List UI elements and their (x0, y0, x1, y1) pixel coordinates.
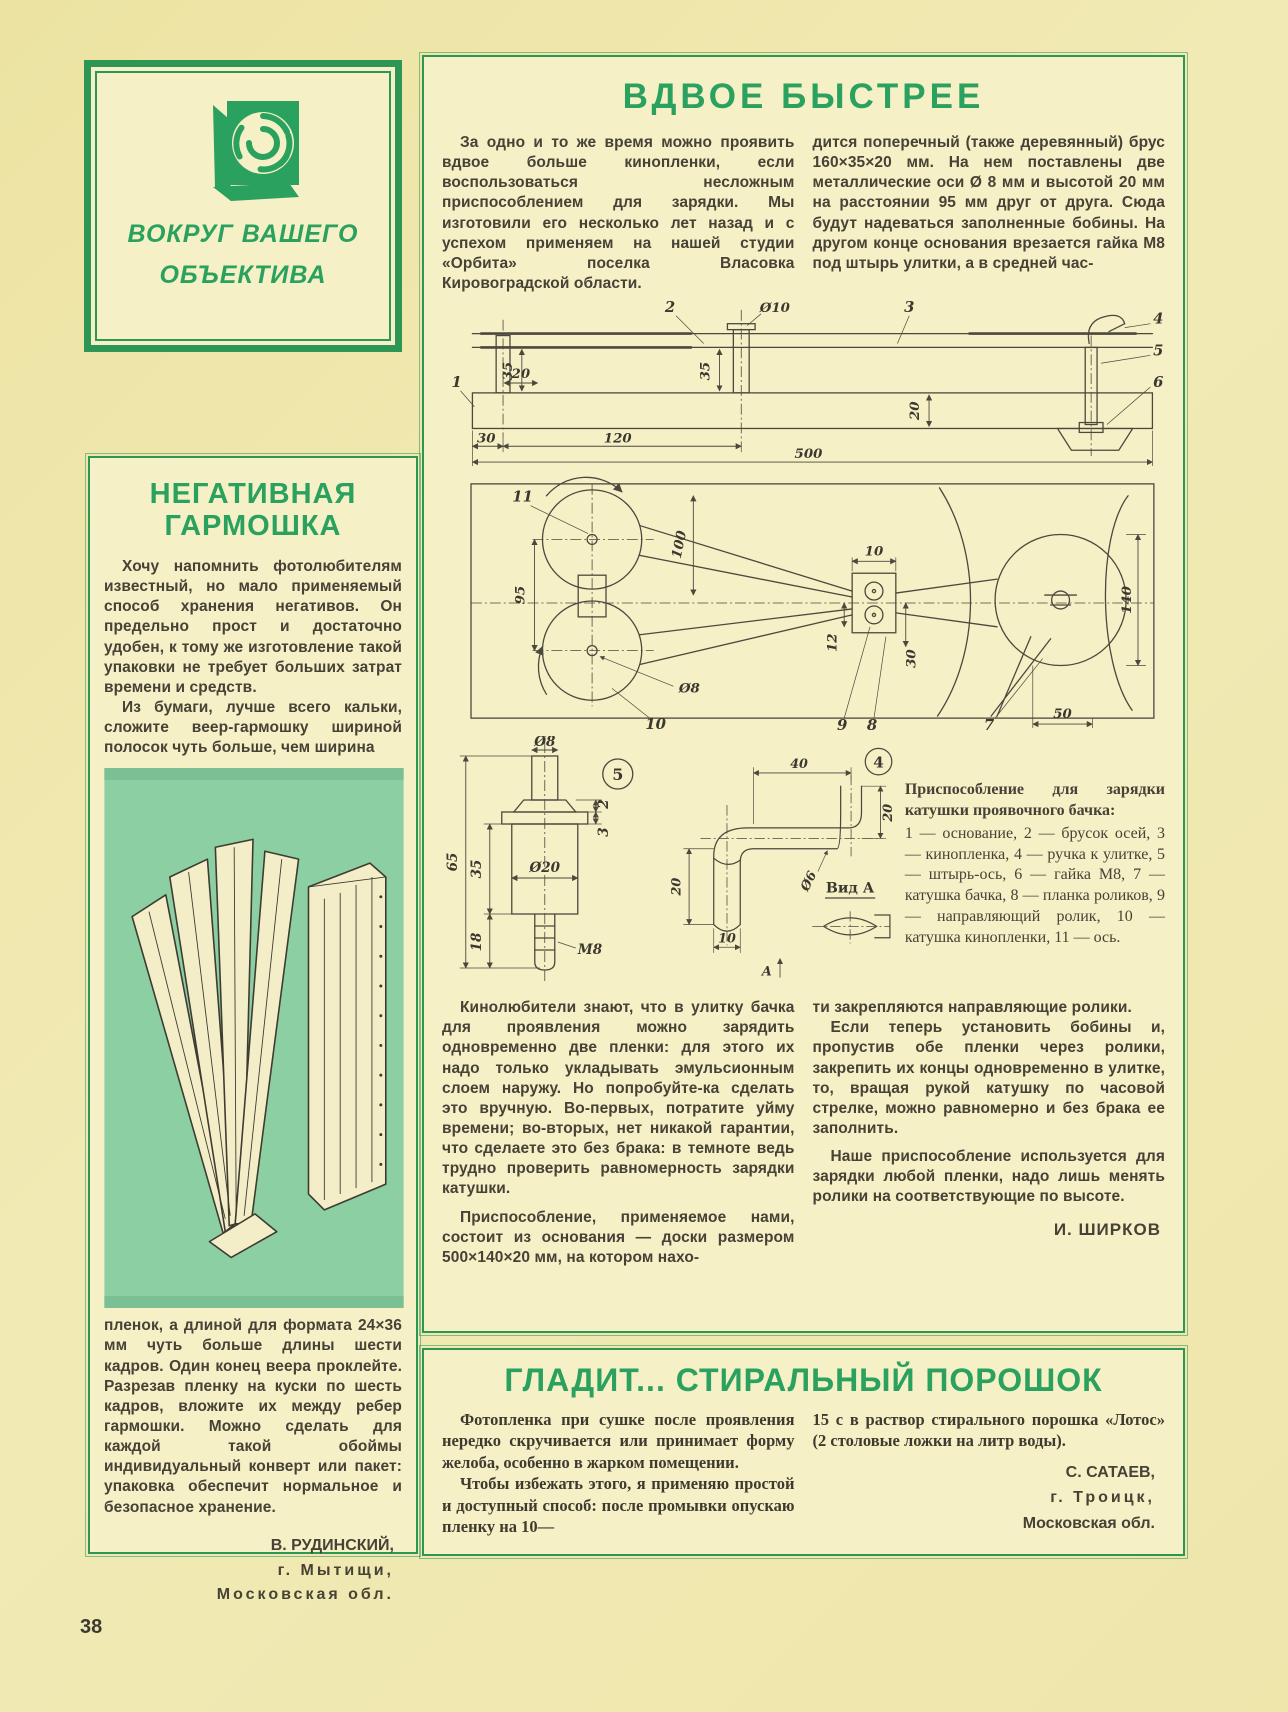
film-paths (640, 488, 1132, 716)
dim-label: 20 (669, 877, 685, 896)
paragraph: Наше приспособление используется для зарядки любой пленки, надо лишь менять ролики на соответствующие по высоте. (812, 1148, 1165, 1206)
paragraph: За одно и то же время можно проявить вдвое больше кинопленки, если воспользоваться несложным приспособлением для зарядки. Мы изготовили его несколько лет назад и с успехом применяем на нашей студии «Орбита» поселка Власовка Кировоградской области. (442, 134, 795, 292)
dim-label: 140 (1119, 586, 1136, 615)
intro-columns (442, 133, 1165, 294)
dim-label: 35 (499, 361, 516, 381)
dim-label: Ø20 (529, 860, 561, 877)
caption-title: Приспособление для зарядки катушки проявочного бачка: (904, 781, 1166, 819)
page-number: 38 (80, 1616, 103, 1638)
paragraph: дится поперечный (также деревянный) брус 160×35×20 мм. На нем поставлены две металлические оси Ø 8 мм и высотой 20 мм на расстоянии 95 мм друг от друга. Сюда будут надеваться заполненные бобины. На другом конце основания врезается гайка М8 под штырь улитки, а в средней час- (812, 134, 1165, 272)
dim-label: 10 (717, 931, 736, 947)
film-reels (533, 477, 654, 706)
author-signature: И. ШИРКОВ (1053, 1219, 1161, 1239)
article-washing-powder (422, 1348, 1185, 1556)
aperture-cube-icon (91, 91, 395, 214)
detail-drawings-row (442, 736, 1165, 988)
callout-label: 2 (664, 298, 676, 316)
detail-badge (865, 748, 892, 775)
badge-label: 5 (612, 765, 624, 785)
dim-label: Ø6 (797, 869, 820, 894)
callout-label: 8 (866, 716, 878, 735)
article-negative-accordion (88, 456, 418, 1604)
article-twice-as-fast (422, 55, 1185, 1333)
board-and-film (472, 310, 1152, 456)
dim-label: 120 (603, 430, 632, 447)
figure-caption (905, 736, 1165, 988)
callout-label: 1 (451, 374, 462, 392)
rubric-title-line1: ВОКРУГ ВАШЕГО (127, 220, 359, 248)
handle-detail-drawing (655, 736, 901, 988)
dim-label: 30 (903, 649, 920, 669)
body-columns (442, 1409, 1165, 1538)
dim-label: 95 (512, 585, 529, 605)
paragraph: Если теперь установить бобины и, пропустив обе пленки через ролики, закрепить их концы одновременно в улитке, то, вращая рукой катушку по часовой стрелке, можно равномерно и без брака ее заполнить. (812, 1019, 1165, 1137)
dim-label: 100 (668, 529, 691, 561)
rubric-title-line2: ОБЪЕКТИВА (159, 261, 327, 290)
tank-reel (995, 535, 1126, 666)
dim-label: 35 (468, 859, 485, 879)
badge-label: 4 (872, 753, 884, 772)
dimensions (472, 300, 1152, 466)
callout-label: 4 (1153, 310, 1164, 328)
detail-badge (603, 759, 633, 789)
plan-view-drawing (442, 468, 1169, 734)
paragraph: Фотопленка при сушке после проявления нередко скручивается или принимает форму желоба, особенно в жарком помещении. (442, 1410, 795, 1472)
callout-label: 10 (645, 715, 666, 734)
dim-label: 12 (824, 633, 841, 653)
part-callouts (451, 299, 1163, 425)
dimensions (445, 736, 612, 968)
dim-label: 65 (444, 852, 461, 872)
callout-label: 6 (1153, 374, 1164, 392)
dim-label: 500 (794, 446, 823, 463)
handle-body (700, 775, 882, 946)
paragraph: Чтобы избежать этого, я применяю простой и доступный способ: после промывки опускаю пленку на 10— (442, 1474, 795, 1537)
paragraph: Приспособление, применяемое нами, состоит из основания — доски размером 500×140×20 мм, на котором нахо- (442, 1208, 795, 1266)
author-signature: С. САТАЕВ, г. Троицк, Московская обл. (1022, 1463, 1155, 1533)
view-a-label: Вид А (825, 880, 874, 897)
paragraph: 15 с в раствор стирального порошка «Лотос» (2 столовые ложки на литр воды). (812, 1410, 1165, 1451)
dim-label: 2 (595, 799, 612, 809)
article-title: ВДВОЕ БЫСТРЕЕ (622, 77, 985, 116)
dim-label: 50 (1053, 706, 1072, 723)
dim-label: 30 (476, 430, 496, 447)
caption-body: 1 — основание, 2 — брусок осей, 3 — кинопленка, 4 — ручка к улитке, 5 — штырь-ось, 6 — гайка М8, 7 — катушка бачка, 8 — планка роликов, 9 — направляющий ролик, 10 — катушка кинопленки, 11 — ось. (904, 824, 1166, 946)
dim-label: М8 (577, 942, 603, 959)
dim-label: 20 (880, 803, 896, 822)
side-view-drawing (442, 298, 1169, 468)
rubric-logo-box (84, 60, 402, 352)
callout-label: 5 (1153, 342, 1164, 360)
callout-label: 3 (904, 298, 915, 316)
dim-label: 20 (907, 401, 924, 421)
dim-label: 10 (864, 543, 884, 560)
paragraph: пленок, а длиной для формата 24×36 мм чуть больше длины шести кадров. Один конец веера проклейте. Разрезав пленку на куски по шесть кадров, вложите их между ребер гармошки. Можно сделать для каждой такой обоймы индивидуальный конверт или пакет: упаковка обеспечит нормальное и безопасное хранение. (104, 1317, 402, 1516)
section-arrow-label: А (761, 964, 772, 980)
dim-label: Ø8 (534, 736, 556, 751)
paragraph: Кинолюбители знают, что в улитку бачка для проявления можно зарядить одновременно две пленки: для этого их надо только укладывать эмульсионным слоем наружу. Но попробуйте-ка сделать это вручную. Во-первых, потратите уйму времени; во-вторых, нет никакой гарантии, что сделаете это без брака: в темноте ведь трудно проверить равномерность зарядки катушки. (442, 999, 795, 1198)
paragraph: Хочу напомнить фотолюбителям известный, но мало применяемый способ хранения негативов. Он предельно прост и достаточно удобен, к тому же изготовление такой упаковки не требует больших затрат времени и средств. (104, 557, 402, 696)
dim-label: 20 (511, 366, 531, 383)
dim-label: 35 (697, 361, 714, 381)
dim-label: 3 (595, 827, 612, 837)
author-signature: В. РУДИНСКИЙ, г. Мытищи, Московская обл. (216, 1536, 394, 1604)
accordion-fans-illustration (104, 768, 404, 1308)
callout-label: 7 (983, 716, 995, 735)
dim-label: Ø8 (678, 680, 700, 697)
dim-label: 18 (468, 932, 485, 952)
view-a-section (812, 880, 890, 943)
article-title: ГЛАДИТ... СТИРАЛЬНЫЙ ПОРОШОК (504, 1362, 1103, 1398)
callout-label: 9 (837, 716, 848, 735)
article-title: НЕГАТИВНАЯ ГАРМОШКА (149, 478, 357, 543)
pin-axis-detail-drawing (442, 736, 651, 988)
paragraph: Из бумаги, лучше всего кальки, сложите веер-гармошку шириной полосок чуть больше, чем ширина (104, 698, 402, 757)
dim-label: Ø10 (759, 299, 790, 316)
body-columns (442, 998, 1165, 1268)
paragraph: ти закрепляются направляющие ролики. (812, 999, 1132, 1017)
dim-label: 40 (789, 757, 808, 773)
callout-label: 11 (512, 487, 533, 506)
